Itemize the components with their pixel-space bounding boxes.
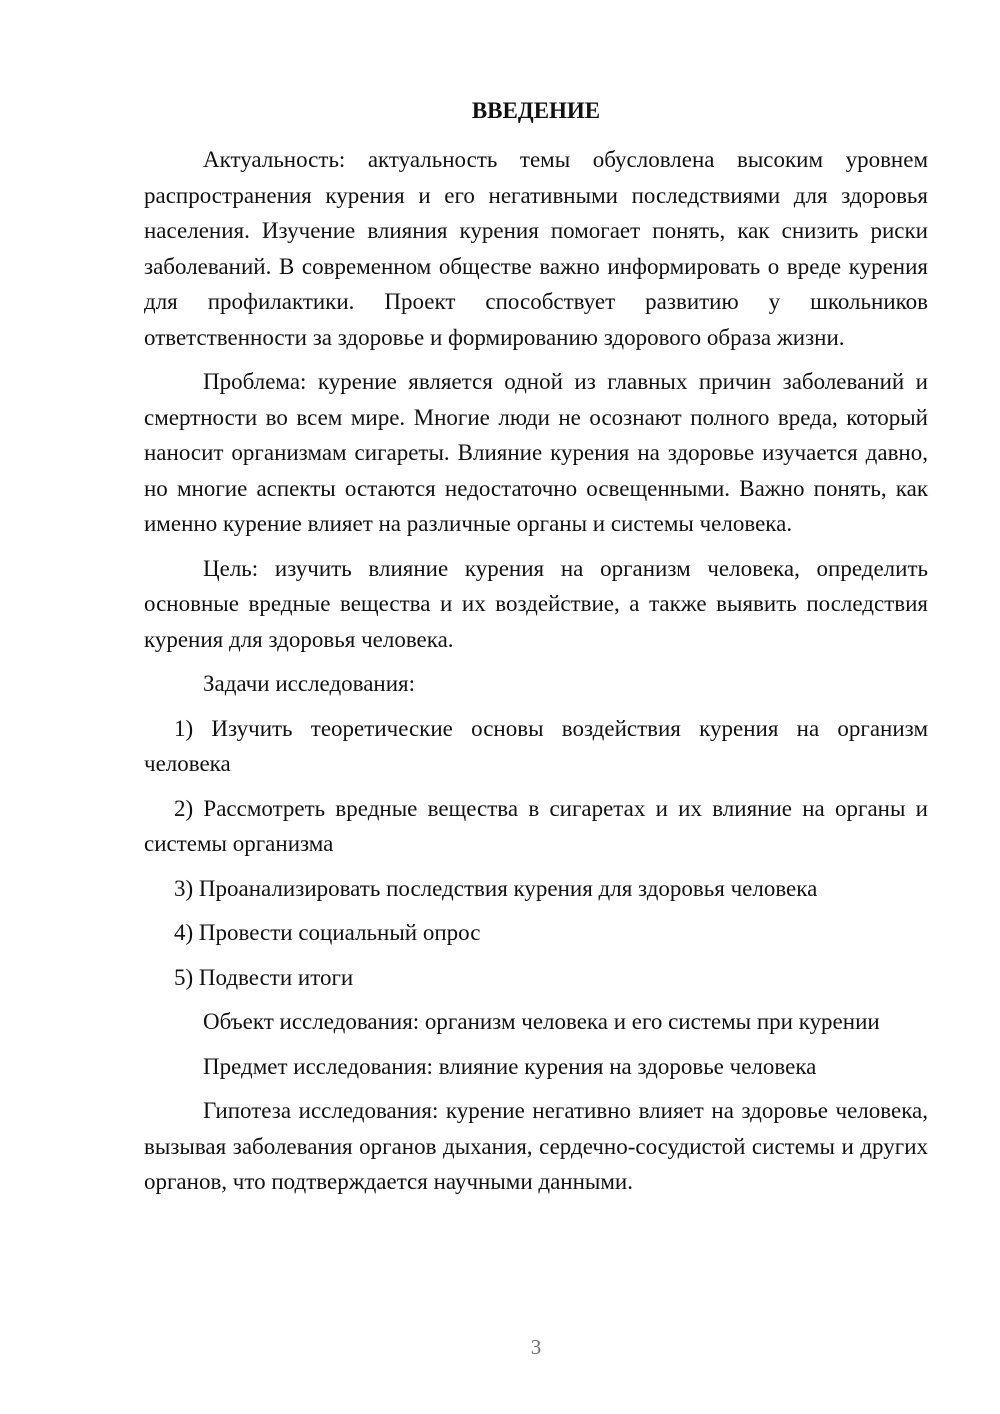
- task-item-2: 2) Рассмотреть вредные вещества в сигаретах и их влияние на органы и системы организма: [144, 795, 928, 856]
- paragraph-subject: Предмет исследования: влияние курения на здоровье человека: [203, 1053, 817, 1079]
- paragraph-goal: Цель: изучить влияние курения на организм человека, определить основные вредные вещества и их воздействие, а также выявить последствия курения для здоровья человека.: [144, 555, 928, 652]
- paragraph-problem: Проблема: курение является одной из главных причин заболеваний и смертности во всем мире. Многие люди не осознают полного вреда, который наносит организмам сигареты. Влияние курения на здоровье изучается давно, но многие аспекты остаются недостаточно освещенными. Важно понять, как именно курение влияет на различные органы и системы человека.: [144, 369, 928, 536]
- task-item-4: 4) Провести социальный опрос: [174, 920, 481, 945]
- paragraph-object: Объект исследования: организм человека и его системы при курении: [203, 1009, 880, 1034]
- paragraph-relevance: Актуальность: актуальность темы обусловлена высоким уровнем распространения курения и его негативными последствиями для здоровья населения. Изучение влияния курения помогает понять, как снизить риски заболеваний. В современном обществе важно информировать о вреде курения для профилактики. Проект способствует развитию у школьников ответственности за здоровье и формированию здорового образа жизни.: [144, 147, 928, 350]
- task-item-1: 1) Изучить теоретические основы воздействия курения на организм человека: [144, 715, 928, 776]
- paragraph-hypothesis: Гипотеза исследования: курение негативно влияет на здоровье человека, вызывая заболевания органов дыхания, сердечно-сосудистой системы и других органов, что подтверждается научными данными.: [144, 1098, 928, 1194]
- page-number: 3: [530, 1335, 542, 1359]
- page-title: ВВЕДЕНИЕ: [471, 98, 601, 123]
- task-item-3: 3) Проанализировать последствия курения для здоровья человека: [174, 875, 818, 901]
- body-text: [144, 142, 928, 1200]
- task-item-5: 5) Подвести итоги: [174, 964, 354, 990]
- paragraph-tasks-heading: Задачи исследования:: [203, 671, 416, 696]
